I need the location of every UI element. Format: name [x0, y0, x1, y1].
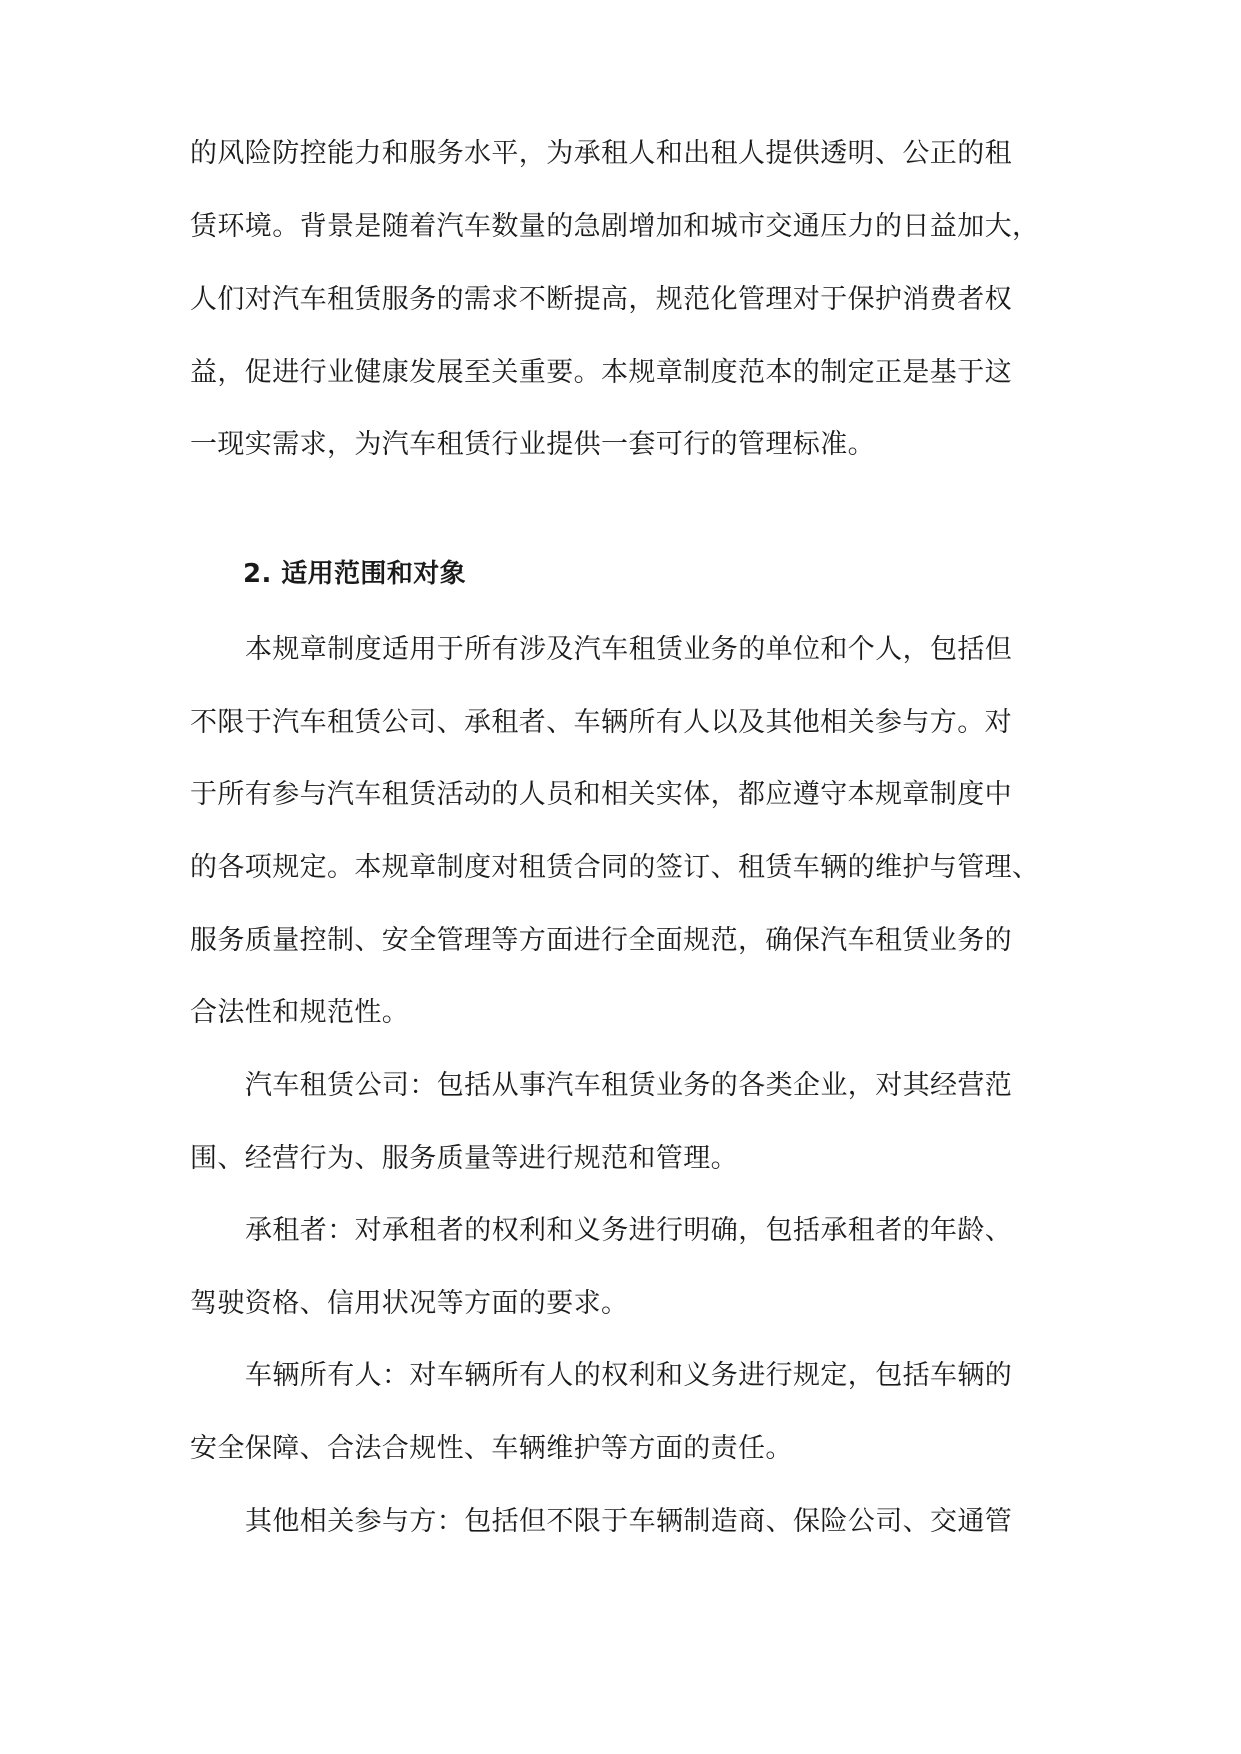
- paragraph-line: 驾驶资格、信用状况等方面的要求。: [190, 1288, 629, 1319]
- paragraph-line: 车辆所有人：对车辆所有人的权利和义务进行规定，包括车辆的: [245, 1360, 1013, 1391]
- paragraph-line: 合法性和规范性。: [190, 997, 410, 1028]
- paragraph-line: 的各项规定。本规章制度对租赁合同的签订、租赁车辆的维护与管理、: [190, 852, 1040, 883]
- paragraph-line: 于所有参与汽车租赁活动的人员和相关实体，都应遵守本规章制度中: [190, 779, 1012, 810]
- paragraph-line: 赁环境。背景是随着汽车数量的急剧增加和城市交通压力的日益加大，: [190, 211, 1040, 242]
- paragraph-line: 益，促进行业健康发展至关重要。本规章制度范本的制定正是基于这: [190, 357, 1012, 388]
- paragraph-line: 汽车租赁公司：包括从事汽车租赁业务的各类企业，对其经营范: [245, 1070, 1013, 1101]
- paragraph-line: 本规章制度适用于所有涉及汽车租赁业务的单位和个人，包括但: [245, 634, 1013, 665]
- section-heading: 2. 适用范围和对象: [243, 559, 467, 589]
- paragraph-line: 服务质量控制、安全管理等方面进行全面规范，确保汽车租赁业务的: [190, 925, 1012, 956]
- paragraph-line: 安全保障、合法合规性、车辆维护等方面的责任。: [190, 1433, 793, 1464]
- paragraph-line: 不限于汽车租赁公司、承租者、车辆所有人以及其他相关参与方。对: [190, 707, 1012, 738]
- paragraph-line: 承租者：对承租者的权利和义务进行明确，包括承租者的年龄、: [245, 1215, 1013, 1246]
- paragraph-line: 的风险防控能力和服务水平，为承租人和出租人提供透明、公正的租: [190, 138, 1012, 169]
- paragraph-line: 人们对汽车租赁服务的需求不断提高，规范化管理对于保护消费者权: [190, 284, 1012, 315]
- paragraph-line: 一现实需求，为汽车租赁行业提供一套可行的管理标准。: [190, 429, 875, 460]
- paragraph-line: 其他相关参与方：包括但不限于车辆制造商、保险公司、交通管: [245, 1506, 1013, 1537]
- paragraph-line: 围、经营行为、服务质量等进行规范和管理。: [190, 1143, 738, 1174]
